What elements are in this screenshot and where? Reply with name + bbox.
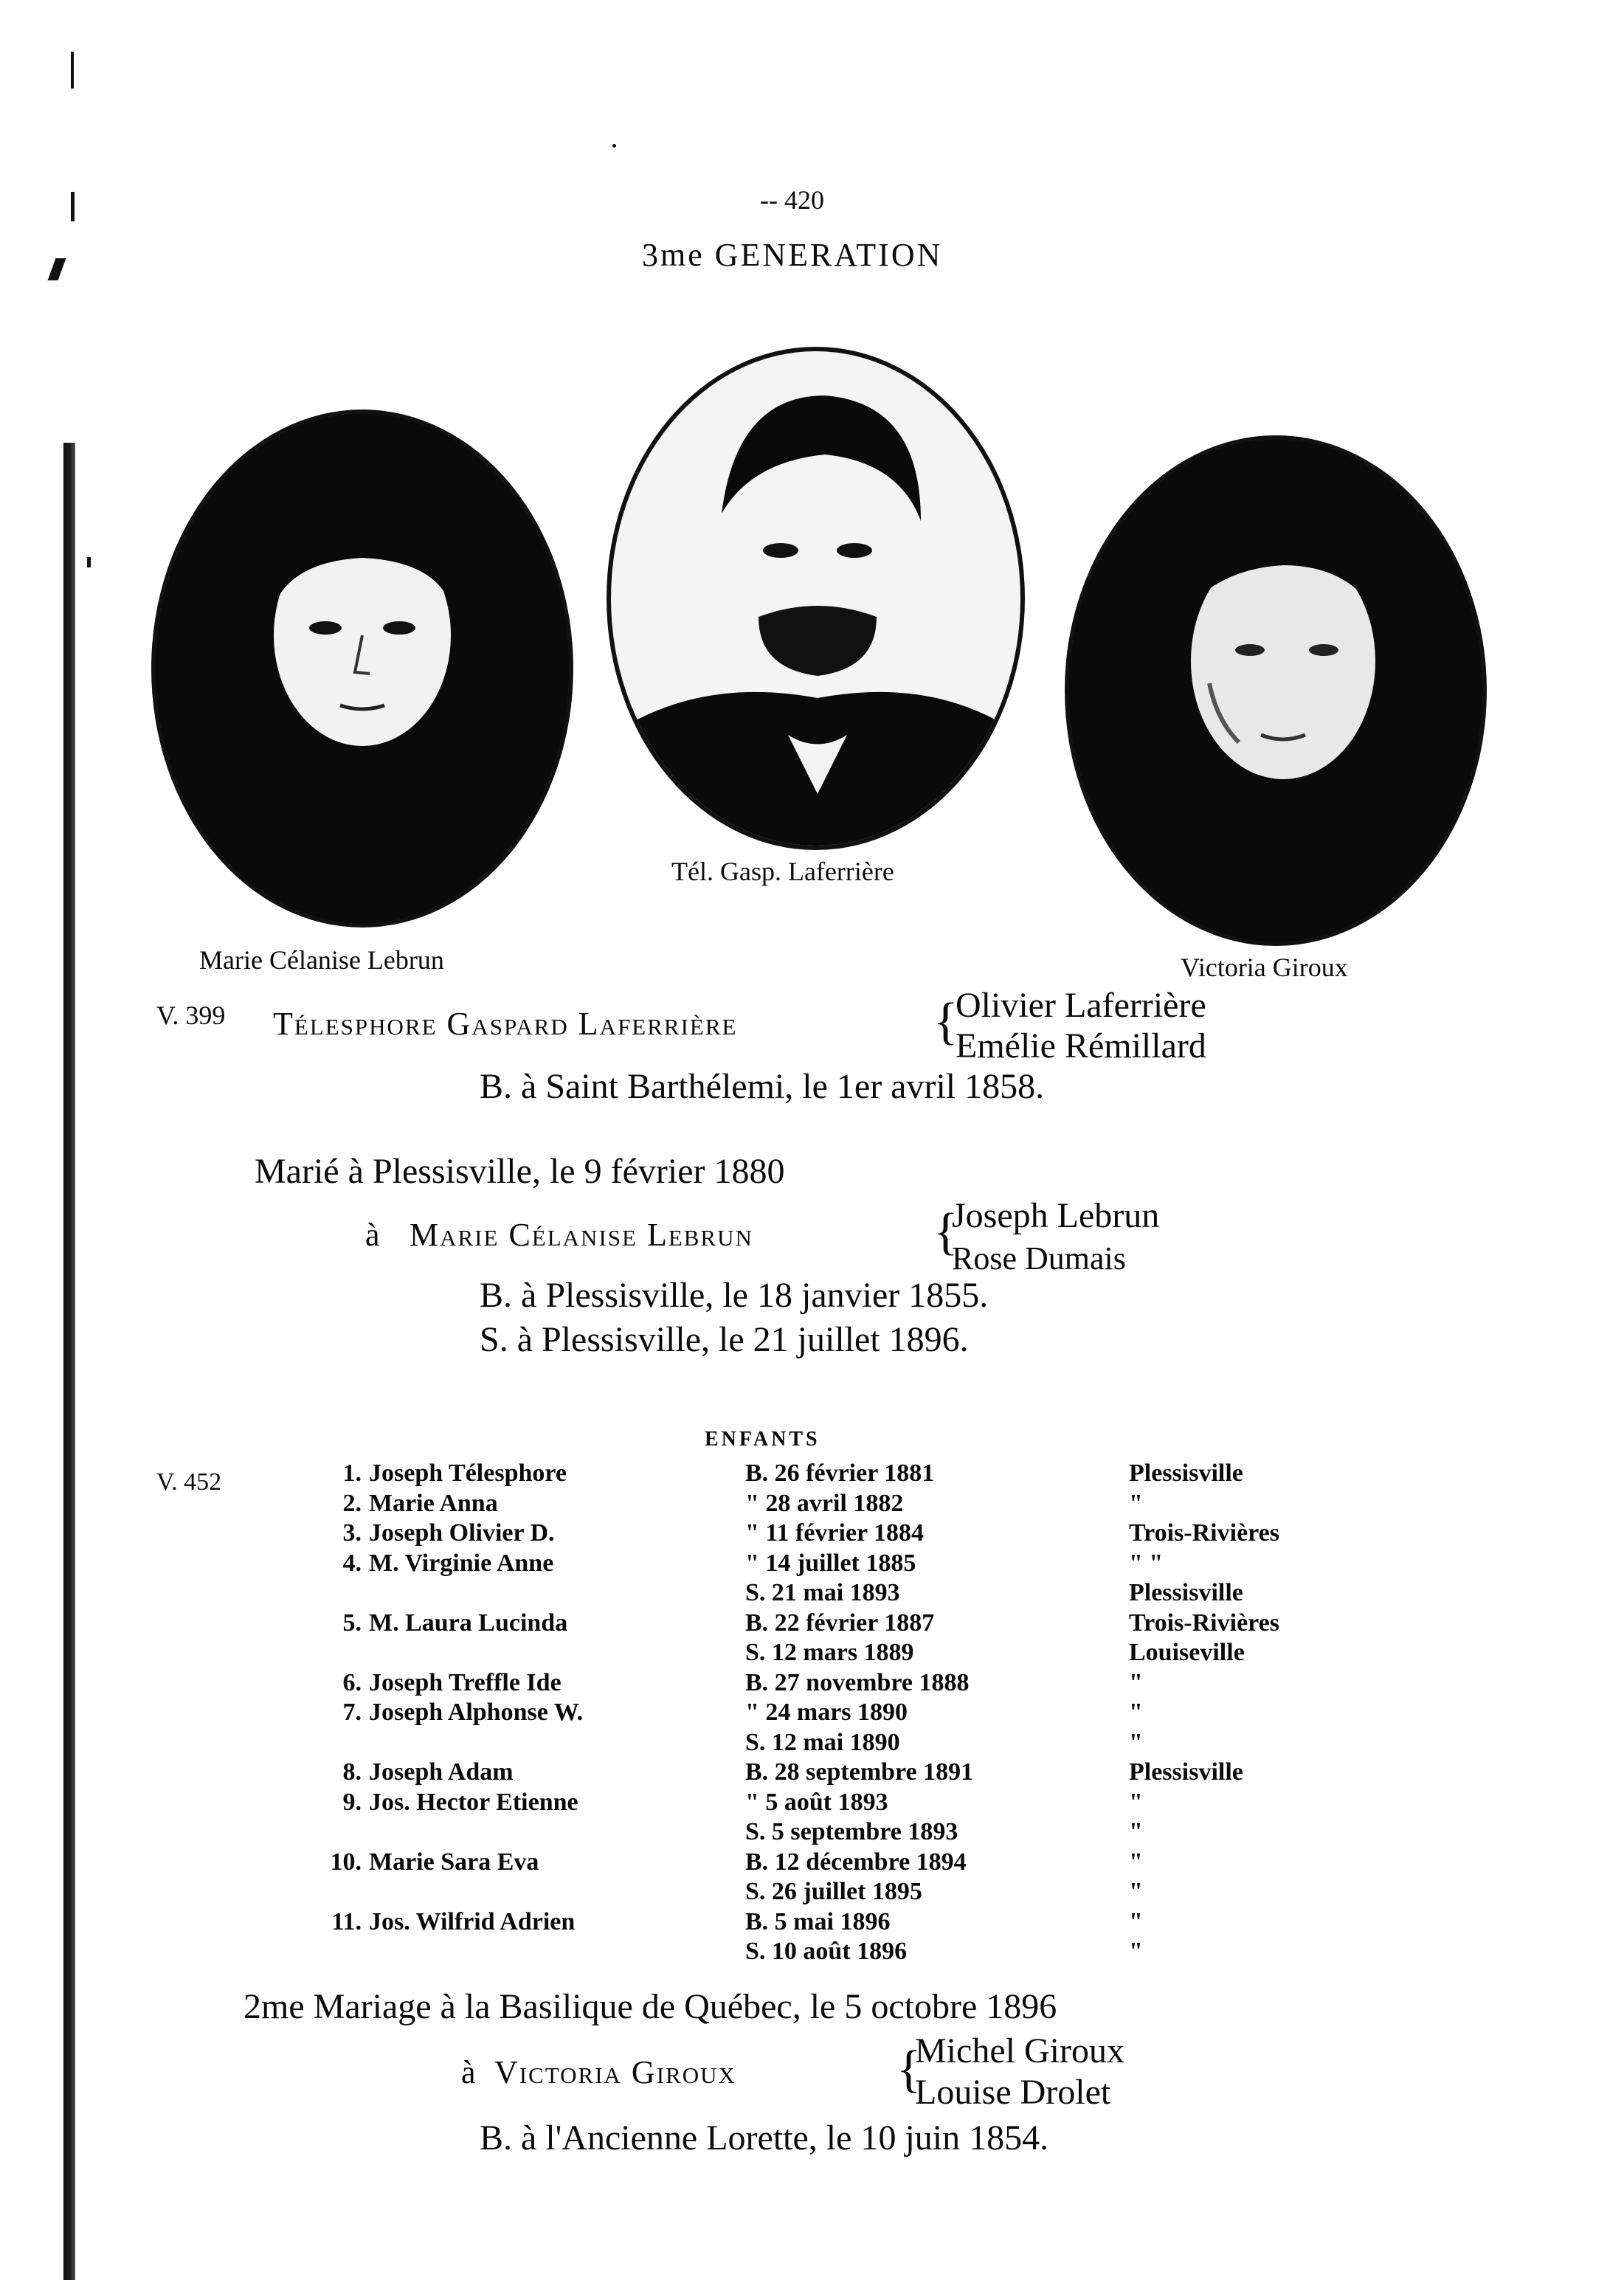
child-date: B. 5 mai 1896	[745, 1908, 891, 1935]
page-number: -- 420	[760, 185, 824, 215]
elderly-woman-portrait-image	[1069, 440, 1482, 942]
first-spouse-name: Marie Célanise Lebrun	[410, 1217, 753, 1253]
child-place: "	[1129, 1818, 1143, 1845]
edge-speck	[48, 258, 66, 280]
spouse-parents-brace: {	[933, 1203, 958, 1260]
page-edge-shadow	[63, 443, 75, 2280]
child-number: 11.	[331, 1908, 362, 1935]
second-spouse-mother: Louise Drolet	[915, 2073, 1111, 2112]
table-row	[0, 1699, 1624, 1728]
portrait-left	[151, 410, 573, 927]
first-spouse-prefix: à	[365, 1217, 380, 1253]
child-place: "	[1129, 1669, 1143, 1696]
child-date: B. 28 septembre 1891	[745, 1758, 974, 1786]
child-number: 10.	[330, 1848, 362, 1876]
child-number: 8.	[342, 1758, 362, 1786]
child-place: "	[1129, 1878, 1143, 1905]
parents-brace: {	[933, 993, 958, 1050]
portrait-center	[607, 347, 1025, 850]
child-place: Trois-Rivières	[1129, 1609, 1279, 1637]
subject-birth: B. à Saint Barthélemi, le 1er avril 1858.	[480, 1067, 1045, 1106]
child-name: Joseph Alphonse W.	[369, 1699, 584, 1726]
table-row	[0, 1550, 1624, 1579]
child-date: " 11 février 1884	[745, 1519, 925, 1547]
edge-speck	[71, 52, 74, 89]
child-name: M. Laura Lucinda	[369, 1609, 568, 1637]
child-number: 9.	[342, 1789, 362, 1816]
child-number: 3.	[342, 1519, 362, 1547]
edge-speck	[71, 192, 75, 221]
child-date: B. 27 novembre 1888	[745, 1669, 970, 1696]
child-date: B. 22 février 1887	[745, 1609, 935, 1637]
second-marriage-line: 2me Mariage à la Basilique de Québec, le 5 octobre 1896	[243, 1987, 1057, 2026]
child-place: "	[1129, 1938, 1143, 1965]
man-portrait-image	[611, 351, 1020, 846]
children-heading: ENFANTS	[705, 1428, 820, 1451]
table-row	[0, 1519, 1624, 1549]
child-place: Plessisville	[1129, 1758, 1243, 1786]
child-name: Joseph Adam	[369, 1758, 514, 1786]
table-row	[0, 1818, 1624, 1848]
child-date: " 28 avril 1882	[745, 1490, 904, 1517]
child-place: Plessisville	[1129, 1579, 1243, 1606]
child-name: Jos. Hector Etienne	[369, 1789, 578, 1816]
second-spouse-name: Victoria Giroux	[494, 2054, 736, 2090]
child-place: "	[1129, 1848, 1143, 1876]
table-row	[0, 1908, 1624, 1938]
edge-speck	[612, 144, 616, 148]
table-row	[0, 1579, 1624, 1609]
second-spouse-birth: B. à l'Ancienne Lorette, le 10 juin 1854.	[480, 2118, 1049, 2158]
table-row	[0, 1758, 1624, 1788]
table-row	[0, 1669, 1624, 1699]
child-date: B. 26 février 1881	[745, 1459, 935, 1487]
child-name: Jos. Wilfrid Adrien	[369, 1908, 576, 1935]
child-name: Marie Sara Eva	[369, 1848, 539, 1876]
child-name: Joseph Olivier D.	[369, 1519, 555, 1547]
portrait-right	[1065, 435, 1487, 946]
table-row	[0, 1938, 1624, 1967]
child-date: S. 12 mai 1890	[745, 1729, 900, 1756]
first-spouse-birth: B. à Plessisville, le 18 janvier 1855.	[480, 1276, 989, 1315]
table-row	[0, 1609, 1624, 1639]
table-row	[0, 1878, 1624, 1907]
child-number: 7.	[342, 1699, 362, 1726]
children-ref: V. 452	[156, 1468, 222, 1496]
subject-ref: V. 399	[156, 1001, 226, 1030]
second-spouse-father: Michel Giroux	[915, 2031, 1124, 2070]
second-spouse-parents-brace: {	[896, 2041, 922, 2098]
child-place: "	[1129, 1789, 1143, 1816]
child-date: " 5 août 1893	[745, 1789, 888, 1816]
child-place: "	[1129, 1699, 1143, 1726]
page-title: 3me GENERATION	[642, 237, 943, 273]
caption-center-portrait: Tél. Gasp. Laferrière	[671, 857, 894, 886]
child-date: S. 12 mars 1889	[745, 1639, 914, 1666]
child-place: " "	[1129, 1550, 1164, 1577]
child-name: Marie Anna	[369, 1490, 498, 1517]
table-row	[0, 1639, 1624, 1668]
caption-right-portrait: Victoria Giroux	[1181, 953, 1348, 982]
table-row	[0, 1729, 1624, 1758]
child-date: S. 10 août 1896	[745, 1938, 908, 1965]
child-name: M. Virginie Anne	[369, 1550, 554, 1577]
subject-father: Olivier Laferrière	[956, 986, 1206, 1025]
child-date: " 14 juillet 1885	[745, 1550, 916, 1577]
child-place: "	[1129, 1908, 1143, 1935]
child-number: 1.	[342, 1459, 362, 1487]
child-date: B. 12 décembre 1894	[745, 1848, 967, 1876]
edge-speck	[87, 557, 91, 567]
child-place: "	[1129, 1490, 1143, 1517]
second-spouse-prefix: à	[461, 2054, 476, 2090]
child-date: " 24 mars 1890	[745, 1699, 908, 1726]
child-date: S. 5 septembre 1893	[745, 1818, 958, 1845]
subject-name: Télesphore Gaspard Laferrière	[273, 1006, 738, 1042]
table-row	[0, 1490, 1624, 1519]
table-row	[0, 1459, 1624, 1489]
child-number: 4.	[342, 1550, 362, 1577]
caption-left-portrait: Marie Célanise Lebrun	[199, 945, 444, 975]
woman-portrait-image	[156, 414, 569, 923]
first-marriage-line: Marié à Plessisville, le 9 février 1880	[255, 1152, 785, 1191]
child-date: S. 21 mai 1893	[745, 1579, 900, 1606]
child-place: Louiseville	[1129, 1639, 1245, 1666]
first-spouse-father: Joseph Lebrun	[952, 1196, 1160, 1235]
first-spouse-mother: Rose Dumais	[952, 1240, 1126, 1277]
child-number: 6.	[342, 1669, 362, 1696]
child-name: Joseph Treffle Ide	[369, 1669, 562, 1696]
child-number: 2.	[342, 1490, 362, 1517]
subject-mother: Emélie Rémillard	[956, 1026, 1206, 1065]
child-place: Plessisville	[1129, 1459, 1243, 1487]
first-spouse-burial: S. à Plessisville, le 21 juillet 1896.	[480, 1320, 969, 1359]
child-name: Joseph Télesphore	[369, 1459, 567, 1487]
child-place: "	[1129, 1729, 1143, 1756]
child-date: S. 26 juillet 1895	[745, 1878, 922, 1905]
child-place: Trois-Rivières	[1129, 1519, 1279, 1547]
table-row	[0, 1848, 1624, 1878]
table-row	[0, 1789, 1624, 1818]
child-number: 5.	[342, 1609, 362, 1637]
